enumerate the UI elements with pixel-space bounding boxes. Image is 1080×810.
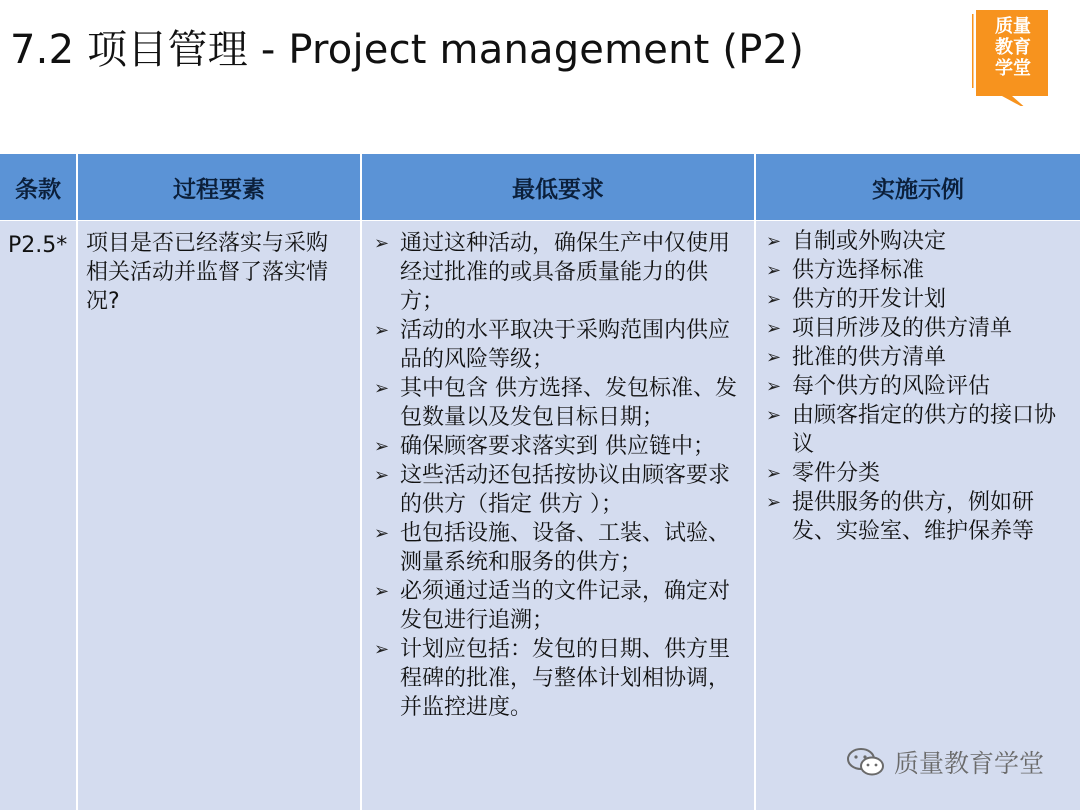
header-process-element: 过程要素	[78, 154, 362, 220]
clause-code: P2.5*	[8, 233, 68, 258]
header-clause: 条款	[0, 154, 78, 220]
process-element-text: 项目是否已经落实与采购相关活动并监督了落实情况?	[86, 231, 329, 314]
arrow-bullet-icon: ➢	[374, 581, 390, 602]
list-item: ➢ 每个供方的风险评估	[766, 374, 991, 399]
list-item: ➢ 自制或外购决定	[766, 229, 947, 254]
watermark-text: 质量教育学堂	[893, 749, 1044, 778]
list-item: ➢ 也包括设施、设备、工装、试验、测量系统和服务的供方；	[374, 521, 731, 575]
arrow-bullet-icon: ➢	[766, 347, 782, 368]
list-item: ➢ 批准的供方清单	[766, 345, 947, 370]
header-implementation-examples: 实施示例	[756, 154, 1080, 220]
arrow-bullet-icon: ➢	[766, 318, 782, 339]
requirements-list	[362, 221, 754, 722]
arrow-bullet-icon: ➢	[766, 492, 782, 513]
list-item: ➢ 必须通过适当的文件记录，确定对发包进行追溯；	[374, 579, 731, 633]
arrow-bullet-icon: ➢	[766, 405, 782, 426]
examples-list	[756, 221, 1080, 546]
arrow-bullet-icon: ➢	[766, 231, 782, 252]
requirements-table	[0, 154, 1080, 810]
arrow-bullet-icon: ➢	[766, 463, 782, 484]
arrow-bullet-icon: ➢	[374, 320, 390, 341]
arrow-bullet-icon: ➢	[374, 639, 390, 660]
wechat-watermark	[846, 744, 1044, 780]
arrow-bullet-icon: ➢	[374, 378, 390, 399]
list-item: ➢ 供方的开发计划	[766, 287, 947, 312]
arrow-bullet-icon: ➢	[374, 465, 390, 486]
list-item: ➢ 项目所涉及的供方清单	[766, 316, 1013, 341]
examples-cell	[756, 221, 1080, 810]
slide-title: 7.2 项目管理 - Project management (P2)	[10, 27, 805, 73]
list-item: ➢ 零件分类	[766, 461, 881, 486]
header-minimum-requirements: 最低要求	[362, 154, 756, 220]
list-item: ➢ 计划应包括：发包的日期、供方里程碑的批准，与整体计划相协调，并监控进度。	[374, 637, 731, 720]
brand-logo	[972, 10, 1052, 106]
list-item: ➢ 这些活动还包括按协议由顾客要求的供方（指定 供方 ）；	[374, 463, 731, 517]
list-item: ➢ 通过这种活动，确保生产中仅使用经过批准的或具备质量能力的供方；	[374, 231, 731, 314]
logo-line-1: 质量	[995, 16, 1031, 37]
process-element-cell	[78, 221, 362, 810]
arrow-bullet-icon: ➢	[374, 233, 390, 254]
arrow-bullet-icon: ➢	[374, 523, 390, 544]
logo-line-3: 学堂	[995, 58, 1031, 79]
arrow-bullet-icon: ➢	[766, 289, 782, 310]
arrow-bullet-icon: ➢	[766, 376, 782, 397]
list-item: ➢ 其中包含 供方选择、发包标准、发包数量以及发包目标日期；	[374, 376, 737, 430]
list-item: ➢ 活动的水平取决于采购范围内供应品的风险等级；	[374, 318, 731, 372]
list-item: ➢ 由顾客指定的供方的接口协议	[766, 403, 1057, 457]
arrow-bullet-icon: ➢	[766, 260, 782, 281]
list-item: ➢ 确保顾客要求落实到 供应链中；	[374, 434, 715, 459]
clause-cell	[0, 221, 78, 810]
logo-line-2: 教育	[995, 37, 1031, 58]
list-item: ➢ 提供服务的供方，例如研发、实验室、维护保养等	[766, 490, 1035, 544]
list-item: ➢ 供方选择标准	[766, 258, 925, 283]
requirements-cell	[362, 221, 756, 810]
arrow-bullet-icon: ➢	[374, 436, 390, 457]
wechat-icon	[846, 747, 886, 777]
